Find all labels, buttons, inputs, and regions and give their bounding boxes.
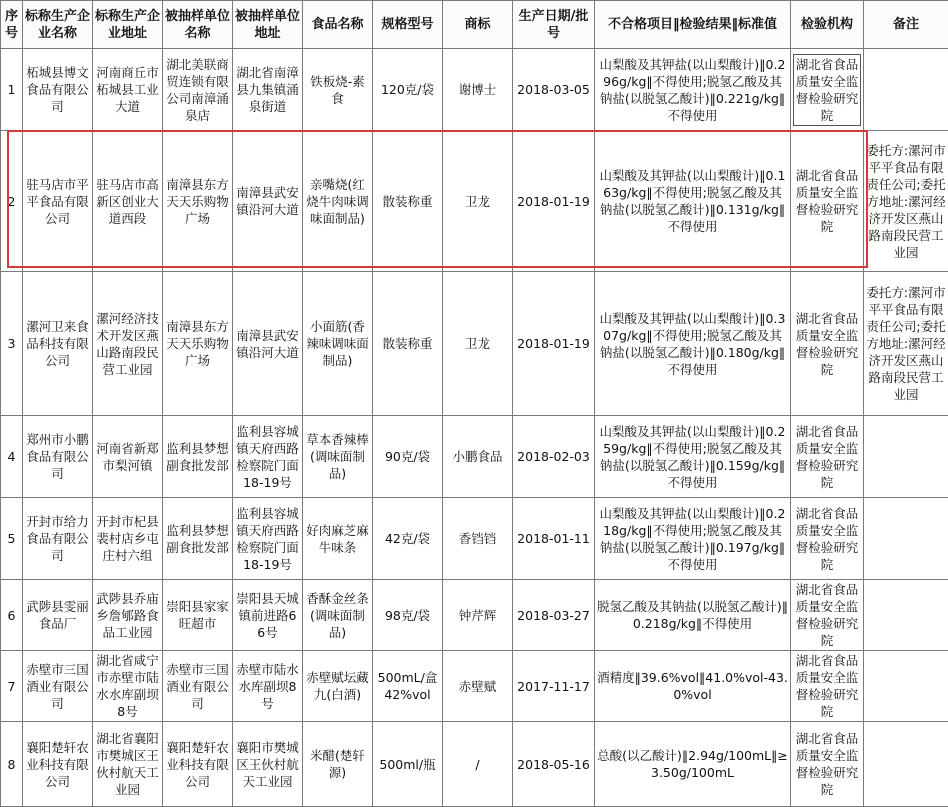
food-name: 草本香辣棒(调味面制品) bbox=[303, 416, 373, 498]
inspection-agency: 湖北省食品质量安全监督检验研究院 bbox=[791, 651, 864, 722]
producer-name: 武陟县雯丽食品厂 bbox=[23, 580, 93, 651]
row-number: 6 bbox=[1, 580, 23, 651]
remark: 委托方:漯河市平平食品有限责任公司;委托方地址:漯河经济开发区燕山路南段民营工业园 bbox=[864, 131, 948, 272]
header-cell: 标称生产企业名称 bbox=[23, 1, 93, 49]
brand: 小鹏食品 bbox=[443, 416, 513, 498]
food-name: 好肉麻芝麻牛味条 bbox=[303, 498, 373, 580]
brand: 赤壁赋 bbox=[443, 651, 513, 722]
remark bbox=[864, 722, 948, 807]
producer-address: 河南省新郑市梨河镇 bbox=[93, 416, 163, 498]
producer-address: 驻马店市高新区创业大道西段 bbox=[93, 131, 163, 272]
spec: 90克/袋 bbox=[373, 416, 443, 498]
sampled-unit-name: 湖北美联商贸连锁有限公司南漳涌泉店 bbox=[163, 49, 233, 131]
remark bbox=[864, 416, 948, 498]
header-cell: 食品名称 bbox=[303, 1, 373, 49]
row-number: 1 bbox=[1, 49, 23, 131]
table-row bbox=[1, 498, 948, 580]
inspection-agency: 湖北省食品质量安全监督检验研究院 bbox=[791, 722, 864, 807]
failed-items: 酒精度‖39.6%vol‖41.0%vol-43.0%vol bbox=[595, 651, 791, 722]
spec: 500mL/盒42%vol bbox=[373, 651, 443, 722]
inspection-agency: 湖北省食品质量安全监督检验研究院 bbox=[791, 272, 864, 416]
sampled-unit-name: 崇阳县家家旺超市 bbox=[163, 580, 233, 651]
sampled-unit-address: 赤壁市陆水水库副坝8号 bbox=[233, 651, 303, 722]
spec: 散装称重 bbox=[373, 131, 443, 272]
header-cell: 商标 bbox=[443, 1, 513, 49]
header-cell: 序号 bbox=[1, 1, 23, 49]
food-name: 小面筋(香辣味调味面制品) bbox=[303, 272, 373, 416]
table-row bbox=[1, 49, 948, 131]
production-date: 2017-11-17 bbox=[513, 651, 595, 722]
header-cell: 不合格项目‖检验结果‖标准值 bbox=[595, 1, 791, 49]
sampled-unit-address: 监利县容城镇天府西路检察院门面18-19号 bbox=[233, 498, 303, 580]
sampled-unit-address: 南漳县武安镇沿河大道 bbox=[233, 272, 303, 416]
inspection-agency: 湖北省食品质量安全监督检验研究院 bbox=[791, 498, 864, 580]
production-date: 2018-03-05 bbox=[513, 49, 595, 131]
row-number: 2 bbox=[1, 131, 23, 272]
failed-items: 总酸(以乙酸计)‖2.94g/100mL‖≥3.50g/100mL bbox=[595, 722, 791, 807]
brand: 谢博士 bbox=[443, 49, 513, 131]
sampled-unit-address: 南漳县武安镇沿河大道 bbox=[233, 131, 303, 272]
sampled-unit-address: 湖北省南漳县九集镇涌泉街道 bbox=[233, 49, 303, 131]
food-name: 铁板烧-素食 bbox=[303, 49, 373, 131]
agency-text: 湖北省食品质量安全监督检验研究院 bbox=[793, 54, 861, 126]
row-number: 7 bbox=[1, 651, 23, 722]
failed-items: 山梨酸及其钾盐(以山梨酸计)‖0.163g/kg‖不得使用;脱氢乙酸及其钠盐(以脱氢乙酸计)‖0.131g/kg‖不得使用 bbox=[595, 131, 791, 272]
brand: 卫龙 bbox=[443, 272, 513, 416]
table-row bbox=[1, 651, 948, 722]
producer-name: 襄阳楚轩农业科技有限公司 bbox=[23, 722, 93, 807]
table-row bbox=[1, 272, 948, 416]
header-cell: 被抽样单位名称 bbox=[163, 1, 233, 49]
producer-name: 开封市给力食品有限公司 bbox=[23, 498, 93, 580]
sampled-unit-address: 监利县容城镇天府西路检察院门面18-19号 bbox=[233, 416, 303, 498]
row-number: 3 bbox=[1, 272, 23, 416]
failed-items: 山梨酸及其钾盐(以山梨酸计)‖0.296g/kg‖不得使用;脱氢乙酸及其钠盐(以脱氢乙酸计)‖0.221g/kg‖不得使用 bbox=[595, 49, 791, 131]
spec: 500ml/瓶 bbox=[373, 722, 443, 807]
remark bbox=[864, 49, 948, 131]
brand: 钟芹辉 bbox=[443, 580, 513, 651]
production-date: 2018-01-19 bbox=[513, 272, 595, 416]
inspection-agency: 湖北省食品质量安全监督检验研究院 bbox=[791, 416, 864, 498]
header-cell: 备注 bbox=[864, 1, 948, 49]
header-cell: 检验机构 bbox=[791, 1, 864, 49]
remark bbox=[864, 498, 948, 580]
producer-address: 漯河经济技术开发区燕山路南段民营工业园 bbox=[93, 272, 163, 416]
table-row bbox=[1, 416, 948, 498]
producer-address: 湖北省咸宁市赤壁市陆水水库副坝8号 bbox=[93, 651, 163, 722]
producer-name: 漯河卫来食品科技有限公司 bbox=[23, 272, 93, 416]
header-cell: 生产日期/批号 bbox=[513, 1, 595, 49]
sampled-unit-name: 监利县梦想副食批发部 bbox=[163, 498, 233, 580]
spec: 散装称重 bbox=[373, 272, 443, 416]
header-cell: 规格型号 bbox=[373, 1, 443, 49]
producer-name: 郑州市小鹏食品有限公司 bbox=[23, 416, 93, 498]
sampled-unit-name: 赤壁市三国酒业有限公司 bbox=[163, 651, 233, 722]
header-cell: 被抽样单位地址 bbox=[233, 1, 303, 49]
production-date: 2018-03-27 bbox=[513, 580, 595, 651]
producer-name: 驻马店市平平食品有限公司 bbox=[23, 131, 93, 272]
failed-items: 山梨酸及其钾盐(以山梨酸计)‖0.307g/kg‖不得使用;脱氢乙酸及其钠盐(以脱氢乙酸计)‖0.180g/kg‖不得使用 bbox=[595, 272, 791, 416]
production-date: 2018-05-16 bbox=[513, 722, 595, 807]
producer-address: 河南商丘市柘城县工业大道 bbox=[93, 49, 163, 131]
brand: 卫龙 bbox=[443, 131, 513, 272]
inspection-agency bbox=[791, 49, 864, 131]
food-name: 香酥金丝条(调味面制品) bbox=[303, 580, 373, 651]
table-row bbox=[1, 722, 948, 807]
inspection-agency: 湖北省食品质量安全监督检验研究院 bbox=[791, 131, 864, 272]
failed-items: 脱氢乙酸及其钠盐(以脱氢乙酸计)‖0.218g/kg‖不得使用 bbox=[595, 580, 791, 651]
remark: 委托方:漯河市平平食品有限责任公司;委托方地址:漯河经济开发区燕山路南段民营工业园 bbox=[864, 272, 948, 416]
sampled-unit-name: 监利县梦想副食批发部 bbox=[163, 416, 233, 498]
remark bbox=[864, 651, 948, 722]
row-number: 8 bbox=[1, 722, 23, 807]
producer-address: 湖北省襄阳市樊城区王伙村航天工业园 bbox=[93, 722, 163, 807]
spec: 120克/袋 bbox=[373, 49, 443, 131]
brand: 香铛铛 bbox=[443, 498, 513, 580]
failed-items: 山梨酸及其钾盐(以山梨酸计)‖0.218g/kg‖不得使用;脱氢乙酸及其钠盐(以脱氢乙酸计)‖0.197g/kg‖不得使用 bbox=[595, 498, 791, 580]
sampled-unit-name: 南漳县东方天天乐购物广场 bbox=[163, 272, 233, 416]
food-name: 米醋(楚轩源) bbox=[303, 722, 373, 807]
failed-items: 山梨酸及其钾盐(以山梨酸计)‖0.259g/kg‖不得使用;脱氢乙酸及其钠盐(以脱氢乙酸计)‖0.159g/kg‖不得使用 bbox=[595, 416, 791, 498]
production-date: 2018-01-19 bbox=[513, 131, 595, 272]
sampled-unit-address: 襄阳市樊城区王伙村航天工业园 bbox=[233, 722, 303, 807]
spec: 42克/袋 bbox=[373, 498, 443, 580]
producer-name: 柘城县博文食品有限公司 bbox=[23, 49, 93, 131]
producer-address: 武陟县乔庙乡詹郇路食品工业园 bbox=[93, 580, 163, 651]
producer-address: 开封市杞县裴村店乡屯庄村六组 bbox=[93, 498, 163, 580]
sampled-unit-name: 襄阳楚轩农业科技有限公司 bbox=[163, 722, 233, 807]
production-date: 2018-02-03 bbox=[513, 416, 595, 498]
spec: 98克/袋 bbox=[373, 580, 443, 651]
table-row bbox=[1, 580, 948, 651]
row-number: 5 bbox=[1, 498, 23, 580]
brand: / bbox=[443, 722, 513, 807]
row-number: 4 bbox=[1, 416, 23, 498]
producer-name: 赤壁市三国酒业有限公司 bbox=[23, 651, 93, 722]
sampled-unit-address: 崇阳县天城镇前进路66号 bbox=[233, 580, 303, 651]
inspection-agency: 湖北省食品质量安全监督检验研究院 bbox=[791, 580, 864, 651]
food-name: 亲嘴烧(红烧牛肉味调味面制品) bbox=[303, 131, 373, 272]
table-row bbox=[1, 131, 948, 272]
sampled-unit-name: 南漳县东方天天乐购物广场 bbox=[163, 131, 233, 272]
header-row bbox=[1, 1, 948, 49]
header-cell: 标称生产企业地址 bbox=[93, 1, 163, 49]
production-date: 2018-01-11 bbox=[513, 498, 595, 580]
remark bbox=[864, 580, 948, 651]
food-name: 赤壁赋坛藏九(白酒) bbox=[303, 651, 373, 722]
